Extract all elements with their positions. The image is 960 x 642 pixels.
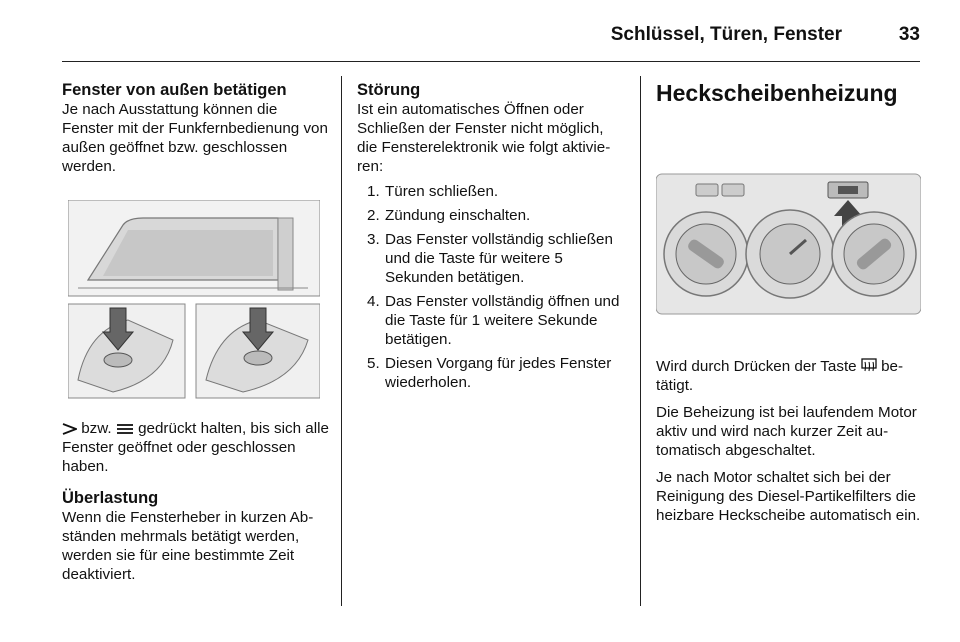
page-number: 33: [898, 24, 920, 45]
remote-key-illustration: [68, 200, 320, 400]
column-divider: [640, 76, 641, 606]
list-item: 4. Das Fenster vollständig öffnen und die Taste für 1 weitere Sekunde betätigen.: [367, 293, 620, 348]
rear-window-heating-icon: [861, 358, 877, 373]
paragraph-hold-keys: bzw. gedrückt halten, bis sich alle Fenster geöffnet oder geschlossen haben.: [62, 420, 329, 475]
section-title: Schlüssel, Türen, Fenster: [610, 24, 842, 45]
page-header: [62, 14, 920, 62]
list-item: 5. Diesen Vorgang für jedes Fenster wiederholen.: [367, 355, 612, 391]
column-right: [656, 80, 921, 525]
steps-list: [357, 182, 627, 392]
column-left: [62, 80, 332, 584]
climate-control-illustration: [656, 128, 921, 338]
paragraph-diesel-filter: Je nach Motor schaltet sich bei der Reinigung des Diesel-Partikelfilters die heizbare Heckscheibe automatisch ein.: [656, 469, 921, 524]
list-item: 2. Zündung einschalten.: [367, 207, 531, 224]
heading-window-outside: Fenster von außen betätigen: [62, 81, 287, 99]
paragraph-malfunction: Ist ein automatisches Öffnen oder Schließen der Fenster nicht möglich, die Fensterelektronik wie folgt aktivieren:: [357, 101, 611, 175]
list-item: 1. Türen schließen.: [367, 183, 499, 200]
paragraph-overload: Wenn die Fensterheber in kurzen Abständen mehrmals betätigt werden, werden sie für eine bestimmte Zeit deaktiviert.: [62, 509, 314, 583]
unlock-key-icon: [62, 422, 77, 435]
list-item: 3. Das Fenster vollständig schließen und die Taste für weitere 5 Sekunden betätigen.: [367, 231, 613, 286]
heading-malfunction: Störung: [357, 81, 421, 99]
lock-key-icon: [116, 422, 134, 435]
heading-overload: Überlastung: [62, 489, 159, 507]
paragraph-auto-off: Die Beheizung ist bei laufendem Motor aktiv und wird nach kurzer Zeit automatisch abgeschaltet.: [656, 404, 917, 459]
column-middle: [357, 80, 627, 397]
heading-rear-window-heating: Heckscheibenheizung: [656, 80, 898, 106]
paragraph-window-outside: Je nach Ausstattung können die Fenster mit der Funkfernbedienung von außen geöffnet bzw. geschlossen werden.: [62, 101, 328, 175]
paragraph-activate: Wird durch Drücken der Taste betätigt.: [656, 358, 904, 394]
column-divider: [341, 76, 342, 606]
